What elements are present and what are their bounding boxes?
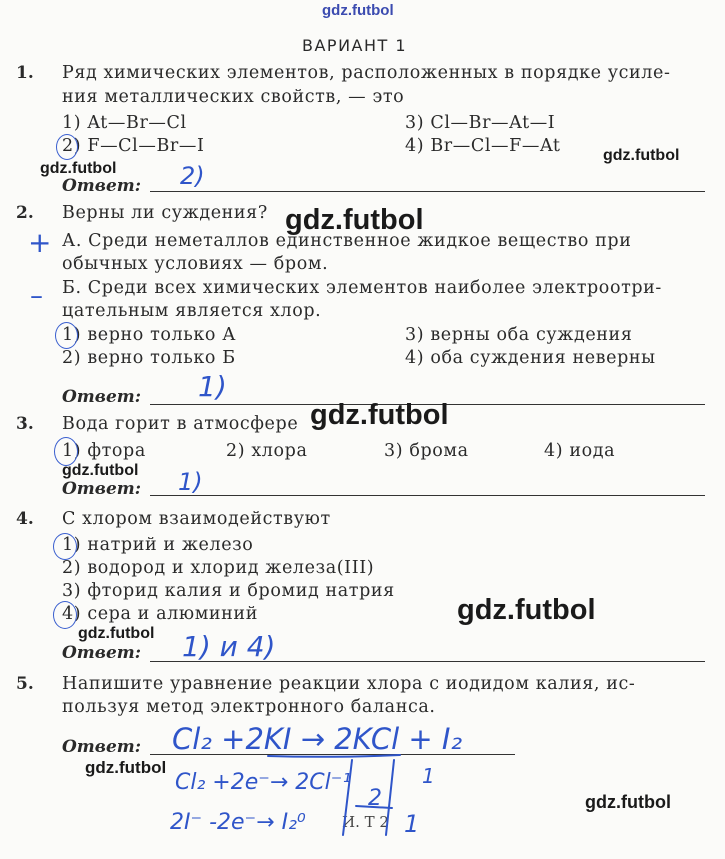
watermark: gdz.futbol: [85, 758, 167, 777]
minus-mark: –: [30, 281, 43, 311]
answer-option: 3) Cl—Br—At—I: [405, 113, 556, 133]
handwritten-coefficient: 2: [368, 786, 382, 811]
question-text: пользуя метод электронного баланса.: [62, 697, 436, 717]
question-text: ния металлических свойств, — это: [62, 87, 405, 107]
equation-underline: [268, 755, 400, 757]
question-text: А. Среди неметаллов единственное жидкое вещество при: [62, 231, 632, 251]
balance-bar: [386, 760, 394, 835]
watermark: gdz.futbol: [40, 160, 117, 177]
watermark: gdz.futbol: [285, 204, 424, 236]
handwritten-half-reaction: Cl₂ +2e⁻→ 2Cl⁻¹: [175, 770, 352, 795]
question-text: Напишите уравнение реакции хлора с иодидом калия, ис-: [62, 674, 636, 694]
answer-option: 4) иода: [544, 441, 616, 461]
answer-label: Ответ:: [62, 479, 142, 499]
balance-bar: [356, 806, 392, 808]
handwritten-half-reaction: 2I⁻ -2e⁻→ I₂⁰: [170, 810, 306, 835]
handwritten-factor: 1: [422, 764, 435, 788]
answer-label: Ответ:: [62, 737, 142, 757]
question-number: 1.: [16, 63, 34, 83]
answer-label: Ответ:: [62, 643, 142, 663]
handwritten-equation: Cl₂ +2KI → 2KCl + I₂: [172, 722, 463, 756]
question-number: 3.: [16, 414, 34, 434]
watermark: gdz.futbol: [62, 462, 139, 479]
question-number: 4.: [16, 509, 34, 529]
question-text: С хлором взаимодействуют: [62, 509, 331, 529]
handwritten-answer: 2): [180, 162, 205, 190]
question-text: Верны ли суждения?: [62, 203, 268, 223]
page-footer-text: И. Т 2: [342, 813, 389, 831]
handwritten-answer: 1): [198, 370, 227, 403]
watermark: gdz.futbol: [603, 147, 680, 164]
handwritten-factor: 1: [404, 810, 420, 838]
question-text: Б. Среди всех химических элементов наиболее электроотри-: [62, 278, 662, 298]
answer-option: 4) оба суждения неверны: [405, 348, 656, 368]
answer-option: 1) натрий и железо: [62, 535, 254, 555]
plus-mark: +: [28, 226, 52, 259]
watermark: gdz.futbol: [322, 2, 394, 19]
handwritten-answer: 1): [178, 468, 203, 496]
balance-bar: [343, 760, 352, 835]
answer-option: 1) At—Br—Cl: [62, 113, 187, 133]
question-number: 2.: [16, 203, 34, 223]
handwritten-answer: 1) и 4): [182, 630, 276, 663]
answer-option: 1) верно только А: [62, 325, 237, 345]
question-text: цательным является хлор.: [62, 301, 322, 321]
question-text: Вода горит в атмосфере: [62, 414, 299, 434]
answer-option: 3) фторид калия и бромид натрия: [62, 581, 395, 601]
watermark: gdz.futbol: [585, 792, 671, 812]
answer-option: 3) брома: [384, 441, 469, 461]
question-number: 5.: [16, 674, 34, 694]
answer-option: 4) сера и алюминий: [62, 604, 258, 624]
answer-option: 3) верны оба суждения: [405, 325, 633, 345]
answer-label: Ответ:: [62, 387, 142, 407]
question-text: Ряд химических элементов, расположенных в порядке усиле-: [62, 63, 671, 83]
answer-option: 1) фтора: [62, 441, 146, 461]
watermark: gdz.futbol: [457, 594, 596, 626]
answer-label: Ответ:: [62, 176, 142, 196]
watermark: gdz.futbol: [78, 625, 155, 642]
answer-option: 2) хлора: [226, 441, 308, 461]
answer-option: 4) Br—Cl—F—At: [405, 136, 561, 156]
question-text: обычных условиях — бром.: [62, 254, 329, 274]
answer-option: 2) F—Cl—Br—I: [62, 136, 205, 156]
watermark: gdz.futbol: [310, 399, 449, 431]
page-title: ВАРИАНТ 1: [302, 36, 408, 55]
answer-option: 2) водород и хлорид железа(III): [62, 558, 375, 578]
answer-option: 2) верно только Б: [62, 348, 236, 368]
